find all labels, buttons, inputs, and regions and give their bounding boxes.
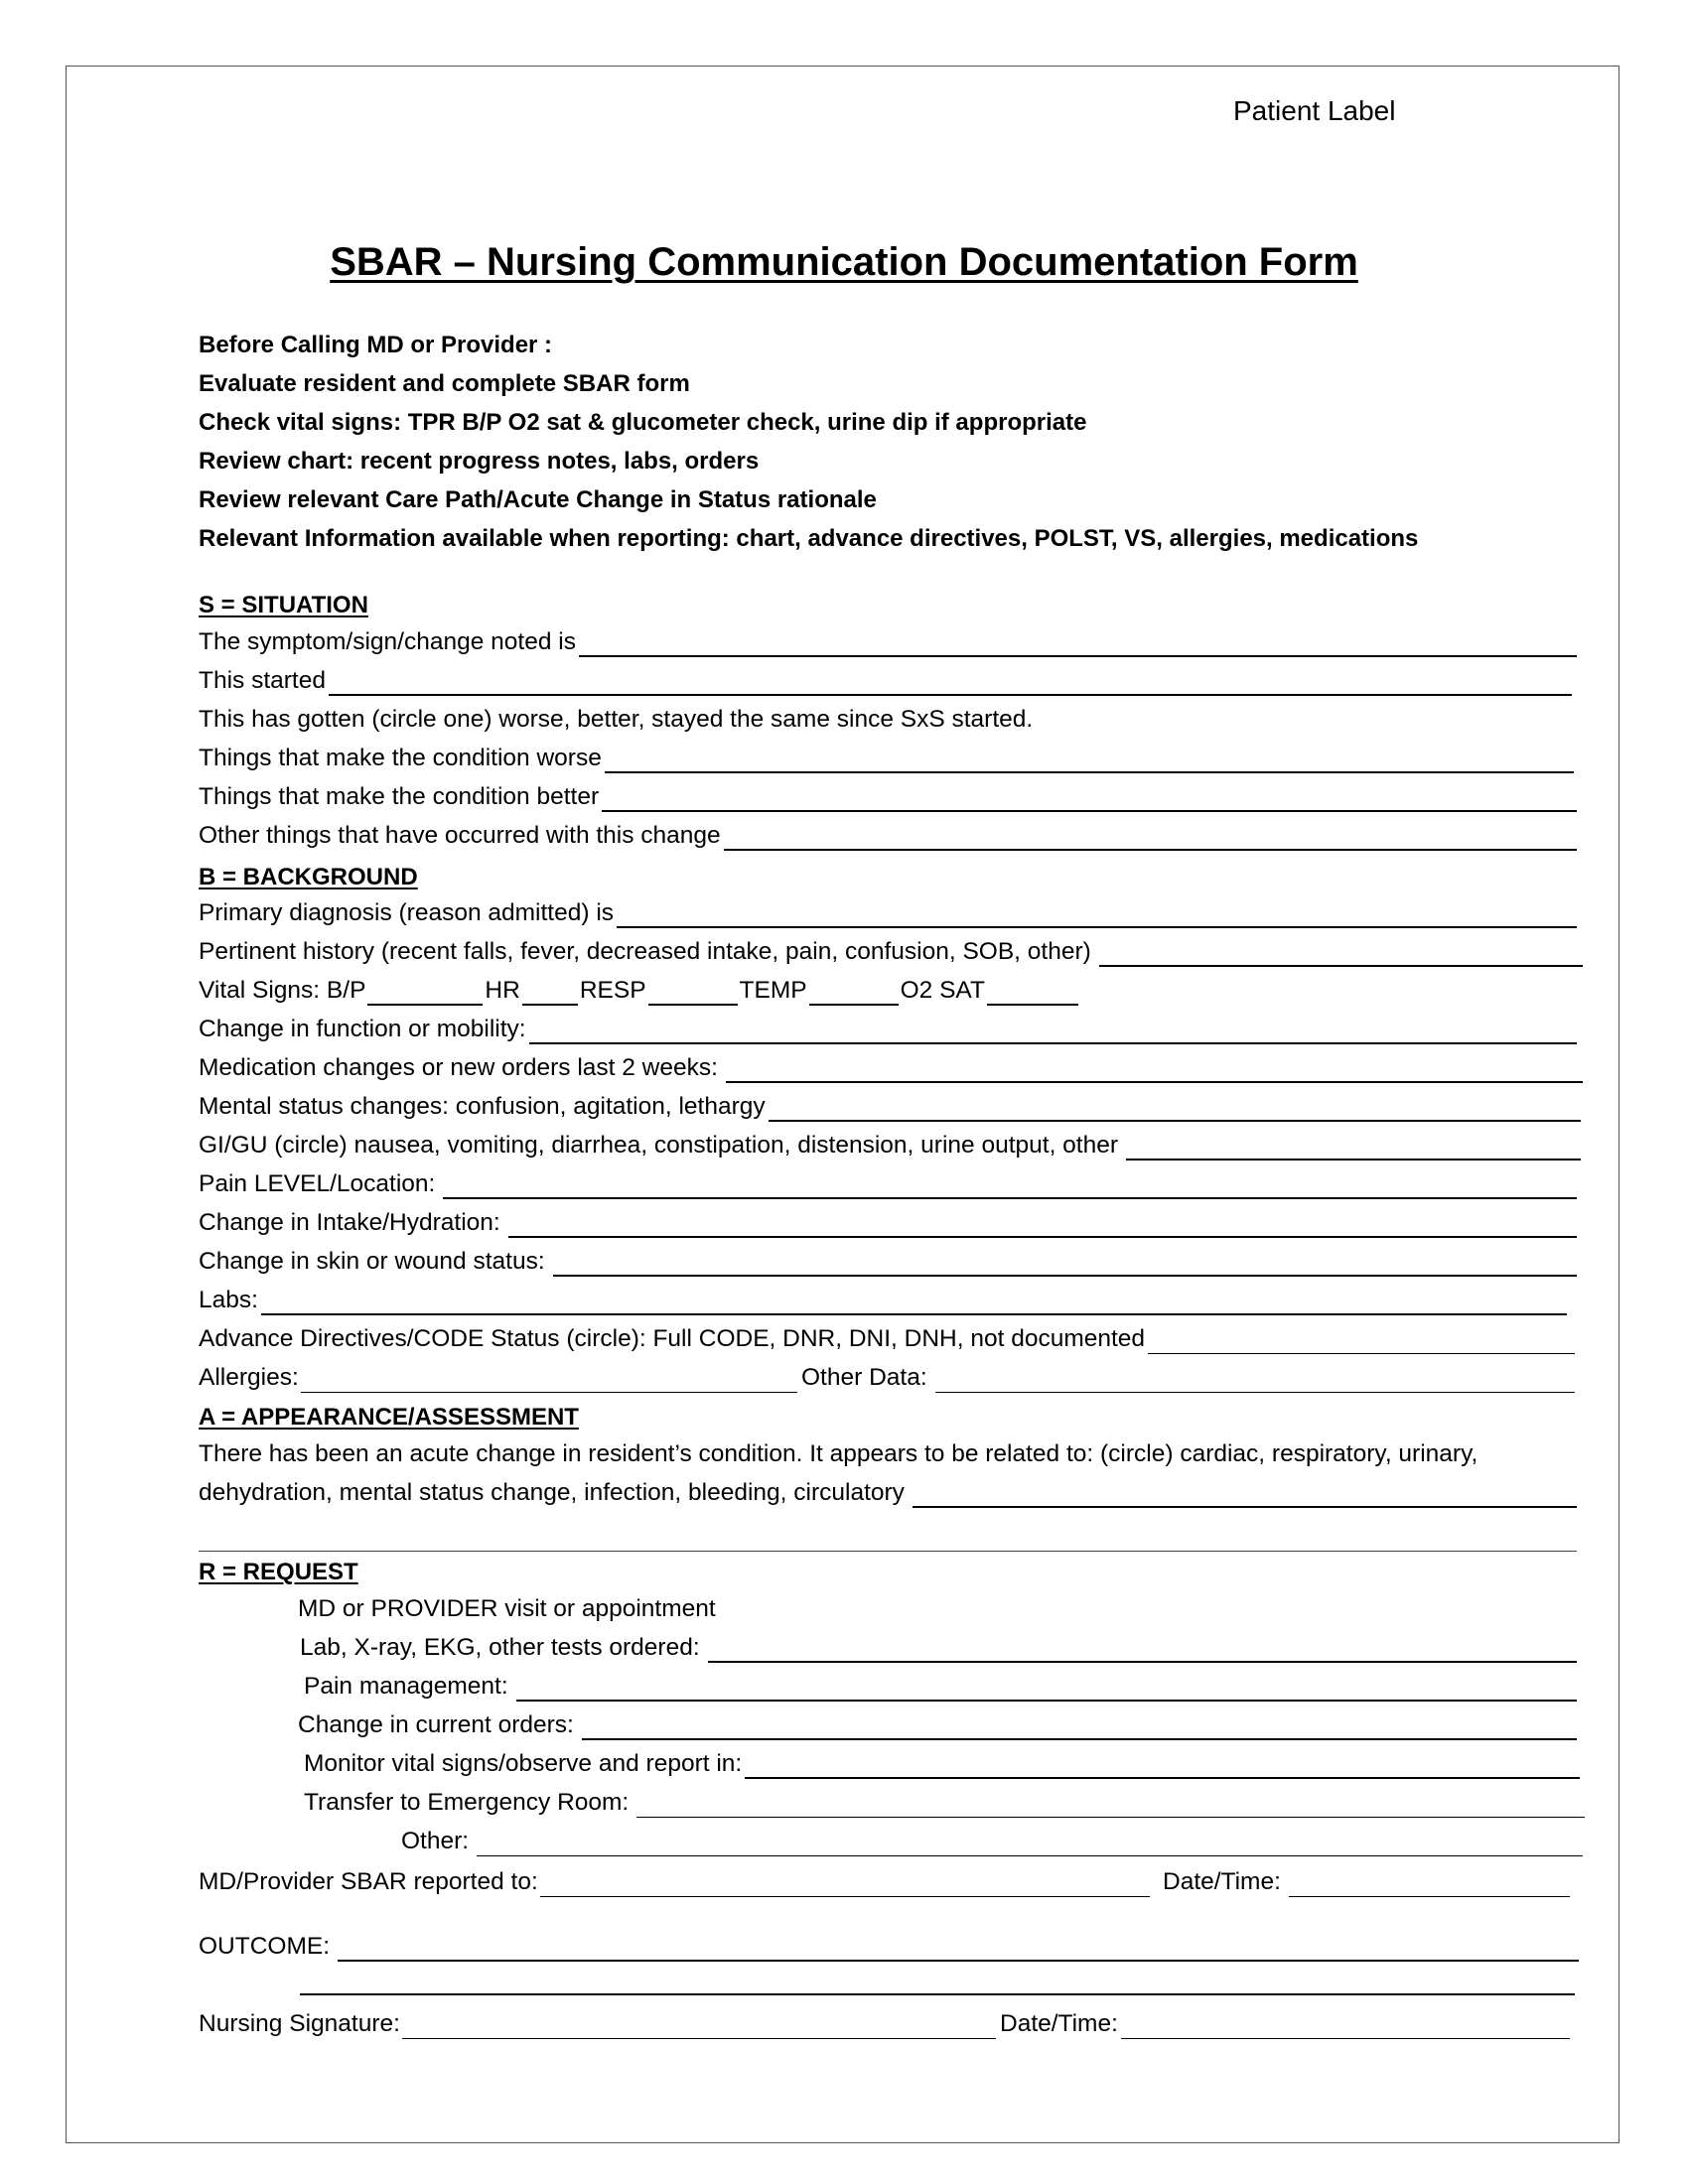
vitals-bp-line[interactable] xyxy=(367,978,483,1006)
nursing-signature-label: Nursing Signature: xyxy=(199,2010,400,2037)
medication-field[interactable] xyxy=(199,1051,1583,1083)
worse-label: Things that make the condition worse xyxy=(199,745,602,771)
diagnosis-line[interactable] xyxy=(617,900,1577,928)
function-label: Change in function or mobility: xyxy=(199,1016,526,1042)
signature-date-field[interactable] xyxy=(1000,2007,1570,2039)
allergies-label: Allergies: xyxy=(199,1364,299,1391)
reported-date-line[interactable] xyxy=(1289,1870,1570,1897)
request-other-label: Other: xyxy=(401,1828,470,1854)
reported-date-field[interactable] xyxy=(1163,1865,1570,1897)
symptom-label: The symptom/sign/change noted is xyxy=(199,628,576,655)
monitor-label: Monitor vital signs/observe and report in: xyxy=(304,1750,743,1777)
provider-visit-row xyxy=(298,1592,716,1624)
instruction-item: Review chart: recent progress notes, labs, orders xyxy=(199,448,760,475)
intake-label: Change in Intake/Hydration: xyxy=(199,1209,500,1236)
patient-label: Patient Label xyxy=(1233,95,1396,126)
reported-to-field[interactable] xyxy=(199,1865,1152,1897)
assessment-line-1 xyxy=(199,1437,1477,1469)
code-status-line[interactable] xyxy=(1148,1327,1575,1354)
other-change-line[interactable] xyxy=(724,823,1577,851)
gigu-line[interactable] xyxy=(1126,1133,1581,1160)
instruction-item: Evaluate resident and complete SBAR form xyxy=(199,370,690,397)
skin-line[interactable] xyxy=(553,1249,1577,1277)
intake-line[interactable] xyxy=(508,1210,1577,1238)
outcome-field[interactable] xyxy=(199,1930,1579,1962)
transfer-label: Transfer to Emergency Room: xyxy=(304,1789,630,1816)
other-change-field[interactable] xyxy=(199,819,1577,851)
outcome-label: OUTCOME: xyxy=(199,1933,331,1960)
worse-line[interactable] xyxy=(605,746,1574,773)
allergies-line[interactable] xyxy=(301,1366,797,1393)
vitals-bp-label: Vital Signs: B/P xyxy=(199,977,366,1004)
signature-date-label: Date/Time: xyxy=(1000,2010,1118,2037)
vitals-hr-line[interactable] xyxy=(522,978,578,1006)
vitals-temp-label: TEMP xyxy=(739,977,807,1004)
gotten-label: This has gotten (circle one) worse, better, stayed the same since SxS started. xyxy=(199,706,1034,733)
vitals-resp-line[interactable] xyxy=(648,978,738,1006)
labs-field[interactable] xyxy=(199,1284,1567,1315)
mental-status-label: Mental status changes: confusion, agitation, lethargy xyxy=(199,1093,766,1120)
started-field[interactable] xyxy=(199,664,1572,696)
medication-line[interactable] xyxy=(726,1055,1583,1083)
outcome-line-2[interactable] xyxy=(300,1993,1575,1995)
history-label: Pertinent history (recent falls, fever, decreased intake, pain, confusion, SOB, other) xyxy=(199,938,1091,965)
mental-status-field[interactable] xyxy=(199,1090,1581,1122)
vitals-o2-label: O2 SAT xyxy=(900,977,985,1004)
instruction-item: Relevant Information available when reporting: chart, advance directives, POLST, VS, allergies, medications xyxy=(199,525,1419,552)
current-orders-line[interactable] xyxy=(582,1712,1577,1740)
vital-signs-row xyxy=(199,974,1080,1006)
instruction-heading: Before Calling MD or Provider : xyxy=(199,332,553,358)
pain-level-label: Pain LEVEL/Location: xyxy=(199,1170,436,1197)
pain-management-field[interactable] xyxy=(304,1670,1577,1702)
tests-field[interactable] xyxy=(300,1631,1577,1663)
diagnosis-label: Primary diagnosis (reason admitted) is xyxy=(199,899,615,926)
instruction-item: Review relevant Care Path/Acute Change in Status rationale xyxy=(199,486,877,513)
request-other-line[interactable] xyxy=(477,1830,1583,1856)
allergies-field[interactable] xyxy=(199,1361,799,1393)
situation-heading: S = SITUATION xyxy=(199,592,368,618)
better-line[interactable] xyxy=(602,784,1577,812)
skin-field[interactable] xyxy=(199,1245,1577,1277)
gigu-label: GI/GU (circle) nausea, vomiting, diarrhea, constipation, distension, urine output, other xyxy=(199,1132,1119,1159)
pain-management-label: Pain management: xyxy=(304,1673,508,1700)
started-line[interactable] xyxy=(329,668,1572,696)
nursing-signature-line[interactable] xyxy=(402,2012,996,2039)
assessment-text-1: There has been an acute change in resident’s condition. It appears to be related to: (circle) cardiac, respiratory, urinary, xyxy=(199,1440,1478,1467)
nursing-signature-field[interactable] xyxy=(199,2007,998,2039)
tests-line[interactable] xyxy=(708,1635,1577,1663)
diagnosis-field[interactable] xyxy=(199,896,1577,928)
reported-to-line[interactable] xyxy=(540,1870,1150,1897)
separator-line xyxy=(199,1551,1577,1552)
signature-date-line[interactable] xyxy=(1121,2012,1570,2039)
labs-line[interactable] xyxy=(261,1288,1567,1315)
medication-label: Medication changes or new orders last 2 weeks: xyxy=(199,1054,718,1081)
form-title: SBAR – Nursing Communication Documentation Form xyxy=(330,240,1358,284)
reported-to-label: MD/Provider SBAR reported to: xyxy=(199,1868,538,1895)
monitor-line[interactable] xyxy=(745,1751,1580,1779)
assessment-heading: A = APPEARANCE/ASSESSMENT xyxy=(199,1404,579,1431)
worse-field[interactable] xyxy=(199,742,1574,773)
code-status-label: Advance Directives/CODE Status (circle): Full CODE, DNR, DNI, DNH, not documented xyxy=(199,1325,1146,1352)
better-field[interactable] xyxy=(199,780,1577,812)
provider-visit-label: MD or PROVIDER visit or appointment xyxy=(298,1595,716,1622)
tests-label: Lab, X-ray, EKG, other tests ordered: xyxy=(300,1634,700,1661)
pain-level-field[interactable] xyxy=(199,1167,1577,1199)
assessment-text-2: dehydration, mental status change, infection, bleeding, circulatory xyxy=(199,1479,905,1506)
intake-field[interactable] xyxy=(199,1206,1577,1238)
function-field[interactable] xyxy=(199,1013,1577,1044)
other-data-line[interactable] xyxy=(935,1366,1575,1393)
code-status-field[interactable] xyxy=(199,1322,1575,1354)
symptom-line[interactable] xyxy=(579,629,1577,657)
assessment-line[interactable] xyxy=(913,1480,1577,1508)
transfer-line[interactable] xyxy=(636,1791,1585,1818)
other-data-label: Other Data: xyxy=(801,1364,927,1391)
background-heading: B = BACKGROUND xyxy=(199,864,418,890)
vitals-resp-label: RESP xyxy=(579,977,646,1004)
other-data-field[interactable] xyxy=(801,1361,1575,1393)
other-change-label: Other things that have occurred with this change xyxy=(199,822,721,849)
history-line[interactable] xyxy=(1099,939,1583,967)
reported-date-label: Date/Time: xyxy=(1163,1868,1281,1895)
request-heading: R = REQUEST xyxy=(199,1559,358,1585)
monitor-field[interactable] xyxy=(304,1747,1580,1779)
assessment-field[interactable] xyxy=(199,1476,1577,1508)
vitals-temp-line[interactable] xyxy=(809,978,899,1006)
pain-management-line[interactable] xyxy=(516,1674,1577,1702)
better-label: Things that make the condition better xyxy=(199,783,600,810)
gigu-field[interactable] xyxy=(199,1129,1581,1160)
vitals-hr-label: HR xyxy=(485,977,520,1004)
vitals-o2-line[interactable] xyxy=(987,978,1078,1006)
gotten-row xyxy=(199,703,1577,735)
current-orders-label: Change in current orders: xyxy=(298,1711,574,1738)
symptom-field[interactable] xyxy=(199,625,1577,657)
current-orders-field[interactable] xyxy=(298,1708,1577,1740)
started-label: This started xyxy=(199,667,326,694)
history-field[interactable] xyxy=(199,935,1583,967)
skin-label: Change in skin or wound status: xyxy=(199,1248,545,1275)
mental-status-line[interactable] xyxy=(769,1094,1581,1122)
transfer-field[interactable] xyxy=(304,1786,1585,1818)
request-other-field[interactable] xyxy=(401,1825,1583,1856)
pain-level-line[interactable] xyxy=(443,1171,1577,1199)
labs-label: Labs: xyxy=(199,1287,258,1313)
outcome-line[interactable] xyxy=(338,1934,1579,1962)
instruction-item: Check vital signs: TPR B/P O2 sat & glucometer check, urine dip if appropriate xyxy=(199,409,1087,436)
function-line[interactable] xyxy=(529,1017,1577,1044)
